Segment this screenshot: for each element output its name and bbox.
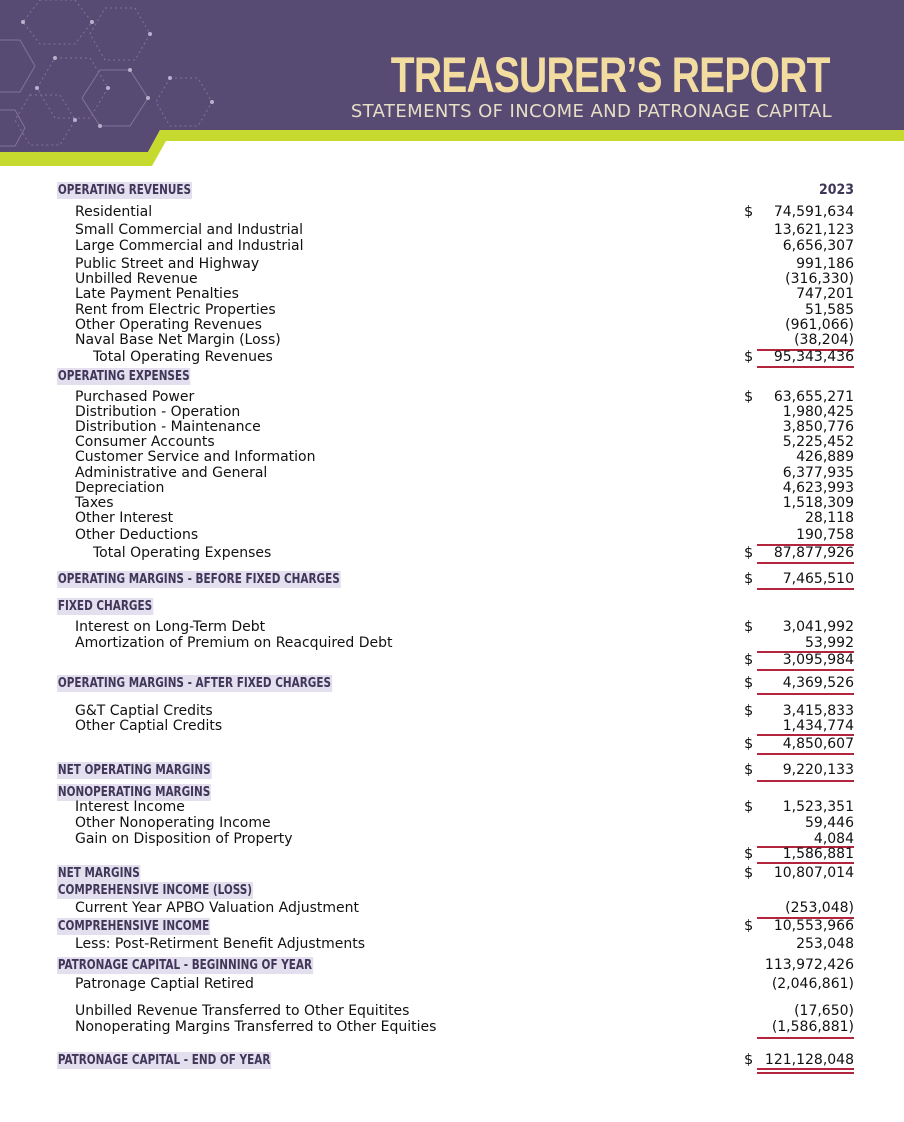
table-row (0, 527, 904, 544)
row-label: Customer Service and Information (75, 449, 316, 465)
dollar-sign: $ (744, 703, 754, 719)
row-value: 6,656,307 (782, 238, 854, 254)
dollar-sign: $ (744, 619, 754, 635)
total-value: 87,877,926 (773, 545, 854, 561)
row-value: 4,084 (813, 831, 854, 847)
row-value: (1,586,881) (771, 1019, 854, 1035)
section-heading: NET OPERATING MARGINS (57, 762, 211, 778)
row-value: 190,758 (796, 527, 854, 543)
row-value: 1,518,309 (782, 495, 854, 511)
section-operating-revenues (0, 182, 904, 199)
section-patronage-capital-beginning (0, 957, 904, 974)
total-underline (757, 562, 854, 564)
double-underline-bottom (757, 1072, 854, 1074)
table-row (0, 718, 904, 735)
dollar-sign: $ (744, 652, 754, 668)
section-margins-after-fixed (0, 675, 904, 692)
row-label: Distribution - Operation (75, 404, 241, 420)
row-value: 53,992 (805, 635, 854, 651)
row-value: 1,980,425 (782, 404, 854, 420)
section-heading: FIXED CHARGES (57, 598, 153, 614)
row-label: Other Operating Revenues (75, 317, 262, 333)
table-row (0, 510, 904, 527)
total-row (0, 652, 904, 669)
total-underline (757, 693, 854, 695)
section-value: 10,553,966 (773, 918, 854, 934)
section-heading: NONOPERATING MARGINS (57, 784, 211, 800)
section-value: 9,220,133 (782, 762, 854, 778)
row-value: 1,523,351 (782, 799, 854, 815)
table-row (0, 976, 904, 993)
dollar-sign: $ (744, 799, 754, 815)
row-value: 51,585 (805, 302, 854, 318)
double-underline-top (757, 1068, 854, 1070)
section-heading: COMPREHENSIVE INCOME (57, 918, 210, 934)
dollar-sign: $ (744, 571, 754, 587)
table-row (0, 619, 904, 636)
table-row (0, 204, 904, 221)
section-operating-expenses (0, 368, 904, 385)
row-value: (38,204) (794, 332, 854, 348)
section-value: 4,369,526 (782, 675, 854, 691)
row-label: Other Captial Credits (75, 718, 223, 734)
row-label: Depreciation (75, 480, 165, 496)
section-comprehensive-income (0, 918, 904, 935)
row-value: 4,623,993 (782, 480, 854, 496)
row-value: 6,377,935 (782, 465, 854, 481)
row-value: 3,850,776 (782, 419, 854, 435)
table-row (0, 635, 904, 652)
report-subtitle: STATEMENTS OF INCOME AND PATRONAGE CAPITAL (350, 101, 832, 122)
row-value: 991,186 (796, 256, 854, 272)
row-value: 59,446 (805, 815, 854, 831)
section-heading: COMPREHENSIVE INCOME (LOSS) (57, 882, 253, 898)
row-label: Public Street and Highway (75, 256, 260, 272)
row-label: Gain on Disposition of Property (75, 831, 293, 847)
section-patronage-capital-end (0, 1052, 904, 1069)
total-underline (757, 669, 854, 671)
section-value: 10,807,014 (773, 865, 854, 881)
row-label: Small Commercial and Industrial (75, 222, 303, 238)
report-title: TREASURER’S REPORT (391, 47, 830, 103)
dollar-sign: $ (744, 865, 754, 881)
section-heading: OPERATING MARGINS - BEFORE FIXED CHARGES (57, 571, 340, 587)
row-label: Amortization of Premium on Reacquired Debt (75, 635, 393, 651)
dollar-sign: $ (744, 349, 754, 365)
table-row (0, 1019, 904, 1036)
row-label: Naval Base Net Margin (Loss) (75, 332, 281, 348)
row-value: (17,650) (794, 1003, 854, 1019)
row-label: Less: Post-Retirment Benefit Adjustments (75, 936, 366, 952)
row-label: Patronage Captial Retired (75, 976, 254, 992)
total-underline (757, 753, 854, 755)
row-label: Current Year APBO Valuation Adjustment (75, 900, 360, 916)
row-value: 747,201 (796, 286, 854, 302)
dollar-sign: $ (744, 1052, 754, 1068)
row-label: Unbilled Revenue (75, 271, 198, 287)
row-label: Distribution - Maintenance (75, 419, 261, 435)
table-row (0, 238, 904, 255)
total-label: Total Operating Revenues (93, 349, 273, 365)
section-heading: OPERATING MARGINS - AFTER FIXED CHARGES (57, 675, 332, 691)
report-header (0, 0, 904, 168)
total-value: 95,343,436 (773, 349, 854, 365)
section-heading: OPERATING REVENUES (57, 182, 191, 198)
row-label: Large Commercial and Industrial (75, 238, 304, 254)
dollar-sign: $ (744, 736, 754, 752)
section-value: 113,972,426 (764, 957, 854, 973)
dollar-sign: $ (744, 762, 754, 778)
row-label: G&T Captial Credits (75, 703, 213, 719)
row-value: (253,048) (785, 900, 854, 916)
row-value: 28,118 (805, 510, 854, 526)
row-value: 5,225,452 (782, 434, 854, 450)
row-label: Interest on Long-Term Debt (75, 619, 266, 635)
section-net-margins (0, 865, 904, 882)
table-row (0, 936, 904, 953)
row-label: Residential (75, 204, 153, 220)
row-label: Rent from Electric Properties (75, 302, 276, 318)
year-column-header: 2023 (818, 182, 854, 198)
dollar-sign: $ (744, 918, 754, 934)
table-row (0, 222, 904, 239)
table-row (0, 815, 904, 832)
row-value: (2,046,861) (771, 976, 854, 992)
row-value: 3,041,992 (782, 619, 854, 635)
row-value: 1,434,774 (782, 718, 854, 734)
row-value: 426,889 (796, 449, 854, 465)
table-row (0, 286, 904, 303)
total-row (0, 545, 904, 562)
total-underline (757, 780, 854, 782)
row-value: 3,415,833 (782, 703, 854, 719)
row-value: 13,621,123 (773, 222, 854, 238)
total-value: 4,850,607 (782, 736, 854, 752)
section-heading: OPERATING EXPENSES (57, 368, 190, 384)
section-net-operating-margins (0, 762, 904, 779)
row-label: Nonoperating Margins Transferred to Other Equities (75, 1019, 437, 1035)
section-margins-before-fixed (0, 571, 904, 588)
dollar-sign: $ (744, 675, 754, 691)
row-label: Unbilled Revenue Transferred to Other Equitites (75, 1003, 410, 1019)
section-comprehensive-income-loss (0, 882, 904, 899)
dollar-sign: $ (744, 389, 754, 405)
table-row (0, 900, 904, 917)
dollar-sign: $ (744, 545, 754, 561)
section-heading: NET MARGINS (57, 865, 140, 881)
total-row (0, 736, 904, 753)
row-value: 253,048 (796, 936, 854, 952)
table-row (0, 449, 904, 466)
row-label: Taxes (75, 495, 114, 511)
table-row (0, 799, 904, 816)
total-row (0, 846, 904, 863)
row-label: Other Deductions (75, 527, 199, 543)
total-row (0, 349, 904, 366)
row-label: Purchased Power (75, 389, 195, 405)
row-value: 74,591,634 (773, 204, 854, 220)
row-label: Late Payment Penalties (75, 286, 239, 302)
total-underline (757, 588, 854, 590)
row-value: (961,066) (785, 317, 854, 333)
row-label: Consumer Accounts (75, 434, 215, 450)
dollar-sign: $ (744, 846, 754, 862)
row-label: Interest Income (75, 799, 185, 815)
section-heading: PATRONAGE CAPITAL - END OF YEAR (57, 1052, 271, 1068)
row-value: (316,330) (785, 271, 854, 287)
row-label: Other Nonoperating Income (75, 815, 271, 831)
section-fixed-charges (0, 598, 904, 615)
table-row (0, 332, 904, 349)
row-label: Administrative and General (75, 465, 268, 481)
row-label: Other Interest (75, 510, 174, 526)
total-value: 3,095,984 (782, 652, 854, 668)
subtotal-rule (757, 1037, 854, 1039)
section-heading: PATRONAGE CAPITAL - BEGINNING OF YEAR (57, 957, 313, 973)
total-value: 1,586,881 (782, 846, 854, 862)
total-label: Total Operating Expenses (93, 545, 272, 561)
dollar-sign: $ (744, 204, 754, 220)
section-value: 7,465,510 (782, 571, 854, 587)
table-row (0, 1003, 904, 1020)
total-underline (757, 862, 854, 864)
section-value: 121,128,048 (764, 1052, 854, 1068)
row-value: 63,655,271 (773, 389, 854, 405)
